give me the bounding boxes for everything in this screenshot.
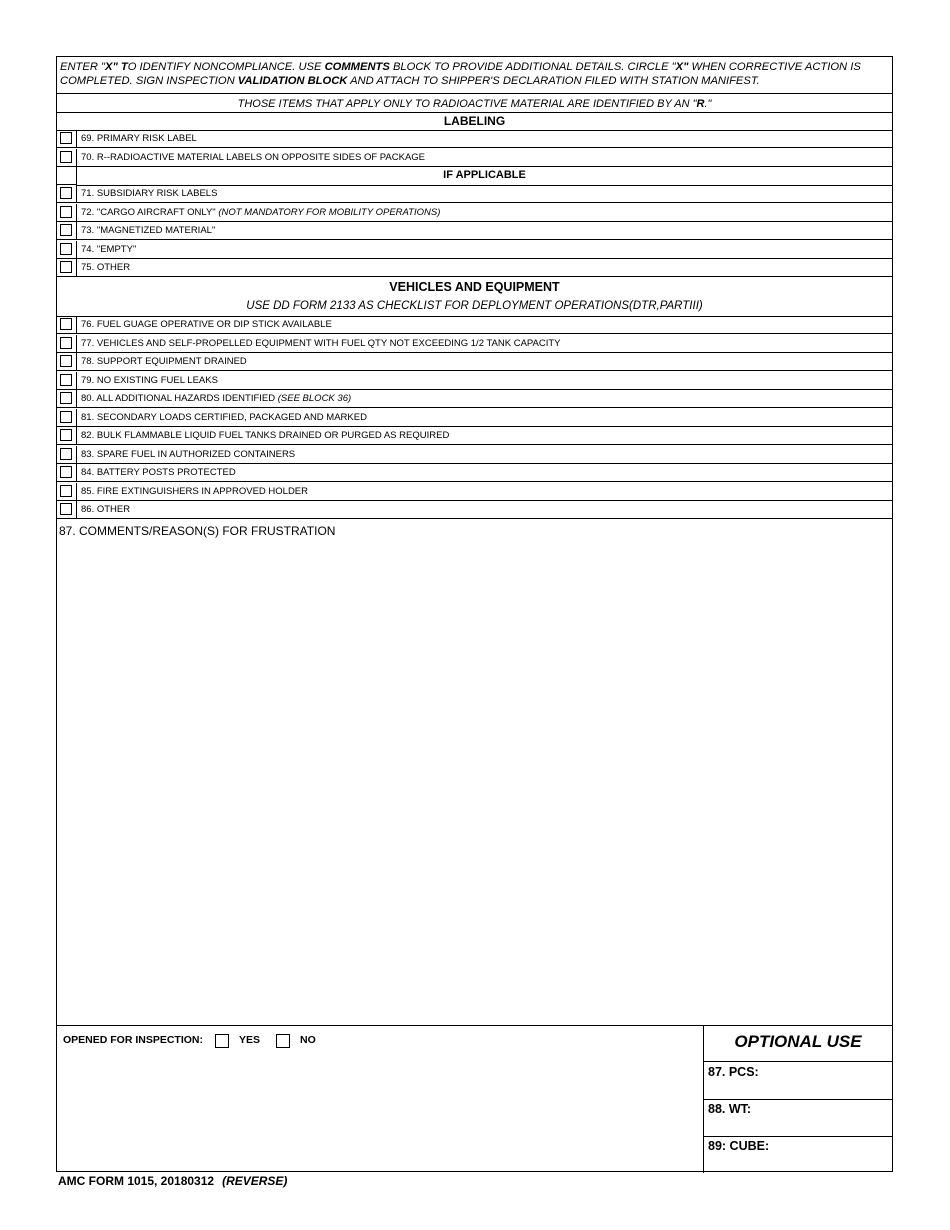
item-text: 86. OTHER xyxy=(81,504,131,515)
item-label xyxy=(81,133,197,144)
opened-label: OPENED FOR INSPECTION: xyxy=(63,1034,204,1046)
divider xyxy=(57,93,892,94)
item-checkbox[interactable] xyxy=(60,374,72,386)
item-label xyxy=(81,319,332,330)
item-checkbox[interactable] xyxy=(60,411,72,423)
inspection-block xyxy=(57,1025,704,1173)
item-checkbox[interactable] xyxy=(60,392,72,404)
checklist-row xyxy=(57,501,892,519)
checkbox-cell xyxy=(57,483,77,500)
wt-label: 88. WT: xyxy=(708,1102,752,1116)
item-checkbox[interactable] xyxy=(60,466,72,478)
item-checkbox[interactable] xyxy=(60,243,72,255)
item-text: 72. "CARGO AIRCRAFT ONLY" xyxy=(81,206,219,218)
item-label xyxy=(81,207,440,218)
checklist-row xyxy=(57,372,892,390)
spacer-cell xyxy=(57,167,77,185)
item-text: 82. BULK FLAMMABLE LIQUID FUEL TANKS DRAINED OR PURGED AS REQUIRED xyxy=(81,430,450,441)
checkbox-cell xyxy=(57,390,77,407)
item-checkbox[interactable] xyxy=(60,503,72,515)
item-checkbox[interactable] xyxy=(60,151,72,163)
item-text: 80. ALL ADDITIONAL HAZARDS IDENTIFIED xyxy=(81,393,278,404)
if-applicable-heading: IF APPLICABLE xyxy=(443,169,526,181)
item-text: 79. NO EXISTING FUEL LEAKS xyxy=(81,374,218,386)
item-text: 77. VEHICLES AND SELF-PROPELLED EQUIPMENT WITH FUEL QTY NOT EXCEEDING 1/2 TANK CAPACITY xyxy=(81,337,561,349)
wt-field[interactable] xyxy=(764,1101,888,1135)
checklist-row xyxy=(57,204,892,222)
divider xyxy=(704,1061,892,1062)
item-text: 69. PRIMARY RISK LABEL xyxy=(81,133,197,144)
checkbox-cell xyxy=(57,464,77,481)
checklist-row xyxy=(57,335,892,353)
checkbox-cell xyxy=(57,204,77,221)
item-text: 85. FIRE EXTINGUISHERS IN APPROVED HOLDER xyxy=(81,485,308,497)
item-label xyxy=(81,393,351,404)
item-checkbox[interactable] xyxy=(60,132,72,144)
item-label xyxy=(81,375,218,386)
comments-label: 87. COMMENTS/REASON(S) FOR FRUSTRATION xyxy=(59,524,336,538)
item-label xyxy=(81,504,130,515)
optional-use-title: OPTIONAL USE xyxy=(734,1032,862,1051)
checkbox-cell xyxy=(57,409,77,426)
checkbox-cell xyxy=(57,372,77,389)
item-text: 81. SECONDARY LOADS CERTIFIED, PACKAGED AND MARKED xyxy=(81,411,367,423)
radioactive-note: THOSE ITEMS THAT APPLY ONLY TO RADIOACTIVE MATERIAL ARE IDENTIFIED BY AN "R." xyxy=(237,98,712,110)
item-checkbox[interactable] xyxy=(60,318,72,330)
yes-checkbox[interactable] xyxy=(215,1034,229,1048)
checklist-row xyxy=(57,185,892,203)
form-side: (REVERSE) xyxy=(222,1174,288,1188)
checkbox-cell xyxy=(57,446,77,463)
checkbox-cell xyxy=(57,149,77,166)
item-text: 83. SPARE FUEL IN AUTHORIZED CONTAINERS xyxy=(81,448,296,460)
checkbox-cell xyxy=(57,501,77,518)
instructions-text: ENTER "X" TO IDENTIFY NONCOMPLIANCE. USE COMMENTS BLOCK TO PROVIDE ADDITIONAL DETAILS. CIRCLE "X" WHEN CORRECTIVE ACTION IS COMPLETED. SIGN INSPECTION VALIDATION BLOCK AND ATTACH TO SHIPPER'S DECLARATION FILED WITH STATION MANIFEST. xyxy=(60,61,861,87)
item-label xyxy=(81,356,247,367)
item-checkbox[interactable] xyxy=(60,448,72,460)
pcs-label: 87. PCS: xyxy=(708,1065,759,1079)
item-checkbox[interactable] xyxy=(60,224,72,236)
item-label xyxy=(81,152,425,163)
item-note: (NOT MANDATORY FOR MOBILITY OPERATIONS) xyxy=(218,206,441,218)
yes-label: YES xyxy=(239,1034,261,1046)
cube-field[interactable] xyxy=(776,1138,888,1172)
item-label xyxy=(81,244,136,255)
checklist-row xyxy=(57,149,892,167)
item-label xyxy=(81,467,236,478)
checklist-row xyxy=(57,222,892,240)
vehicles-heading: VEHICLES AND EQUIPMENT xyxy=(389,280,560,294)
item-label xyxy=(81,338,561,349)
form-id: AMC FORM 1015, 20180312 xyxy=(58,1174,215,1188)
checkbox-cell xyxy=(57,316,77,333)
checklist-row xyxy=(57,427,892,445)
item-text: 73. "MAGNETIZED MATERIAL" xyxy=(81,225,216,236)
checkbox-cell xyxy=(57,259,77,276)
validation-signature-area[interactable] xyxy=(57,1056,703,1173)
divider xyxy=(704,1136,892,1137)
cube-label: 89: CUBE: xyxy=(708,1139,770,1153)
item-checkbox[interactable] xyxy=(60,206,72,218)
divider xyxy=(57,112,892,113)
checklist-row xyxy=(57,390,892,408)
checklist-row xyxy=(57,259,892,277)
checkbox-cell xyxy=(57,427,77,444)
checkbox-cell xyxy=(57,353,77,370)
comments-field[interactable] xyxy=(57,539,892,1024)
item-label xyxy=(81,188,217,199)
checklist-row xyxy=(57,353,892,371)
item-text: 74. "EMPTY" xyxy=(81,243,137,255)
checkbox-cell xyxy=(57,335,77,352)
item-text: 76. FUEL GUAGE OPERATIVE OR DIP STICK AVAILABLE xyxy=(81,319,332,330)
checkbox-cell xyxy=(57,130,77,147)
checkbox-cell xyxy=(57,185,77,202)
labeling-heading: LABELING xyxy=(443,114,506,128)
item-checkbox[interactable] xyxy=(60,261,72,273)
checklist-row xyxy=(57,446,892,464)
inspection-form xyxy=(56,56,893,1172)
checklist-row xyxy=(57,316,892,334)
checklist-row xyxy=(57,130,892,148)
item-label xyxy=(81,262,130,273)
checkbox-cell xyxy=(57,241,77,258)
item-text: 84. BATTERY POSTS PROTECTED xyxy=(81,467,236,478)
item-text: 71. SUBSIDIARY RISK LABELS xyxy=(81,188,218,199)
opened-for-inspection xyxy=(63,1033,316,1047)
pcs-field[interactable] xyxy=(764,1063,888,1097)
checklist-row xyxy=(57,464,892,482)
checklist-row xyxy=(57,483,892,501)
item-text: 78. SUPPORT EQUIPMENT DRAINED xyxy=(81,356,247,367)
item-label xyxy=(81,225,215,236)
item-label xyxy=(81,486,308,497)
divider xyxy=(704,1099,892,1100)
form-footer xyxy=(58,1174,287,1188)
item-label xyxy=(81,430,449,441)
checklist-row xyxy=(57,409,892,427)
no-label: NO xyxy=(300,1034,316,1046)
vehicles-subheading: USE DD FORM 2133 AS CHECKLIST FOR DEPLOYMENT OPERATIONS(DTR,PARTIII) xyxy=(246,300,703,312)
optional-use-block xyxy=(704,1025,892,1173)
item-checkbox[interactable] xyxy=(60,337,72,349)
checkbox-cell xyxy=(57,222,77,239)
item-label xyxy=(81,412,367,423)
item-label xyxy=(81,449,295,460)
item-note: (SEE BLOCK 36) xyxy=(277,393,352,404)
item-checkbox[interactable] xyxy=(60,485,72,497)
item-text: 75. OTHER xyxy=(81,262,131,273)
no-checkbox[interactable] xyxy=(276,1034,290,1048)
item-checkbox[interactable] xyxy=(60,187,72,199)
checklist-row xyxy=(57,241,892,259)
item-text: 70. R--RADIOACTIVE MATERIAL LABELS ON OPPOSITE SIDES OF PACKAGE xyxy=(81,151,426,163)
item-checkbox[interactable] xyxy=(60,429,72,441)
item-checkbox[interactable] xyxy=(60,355,72,367)
